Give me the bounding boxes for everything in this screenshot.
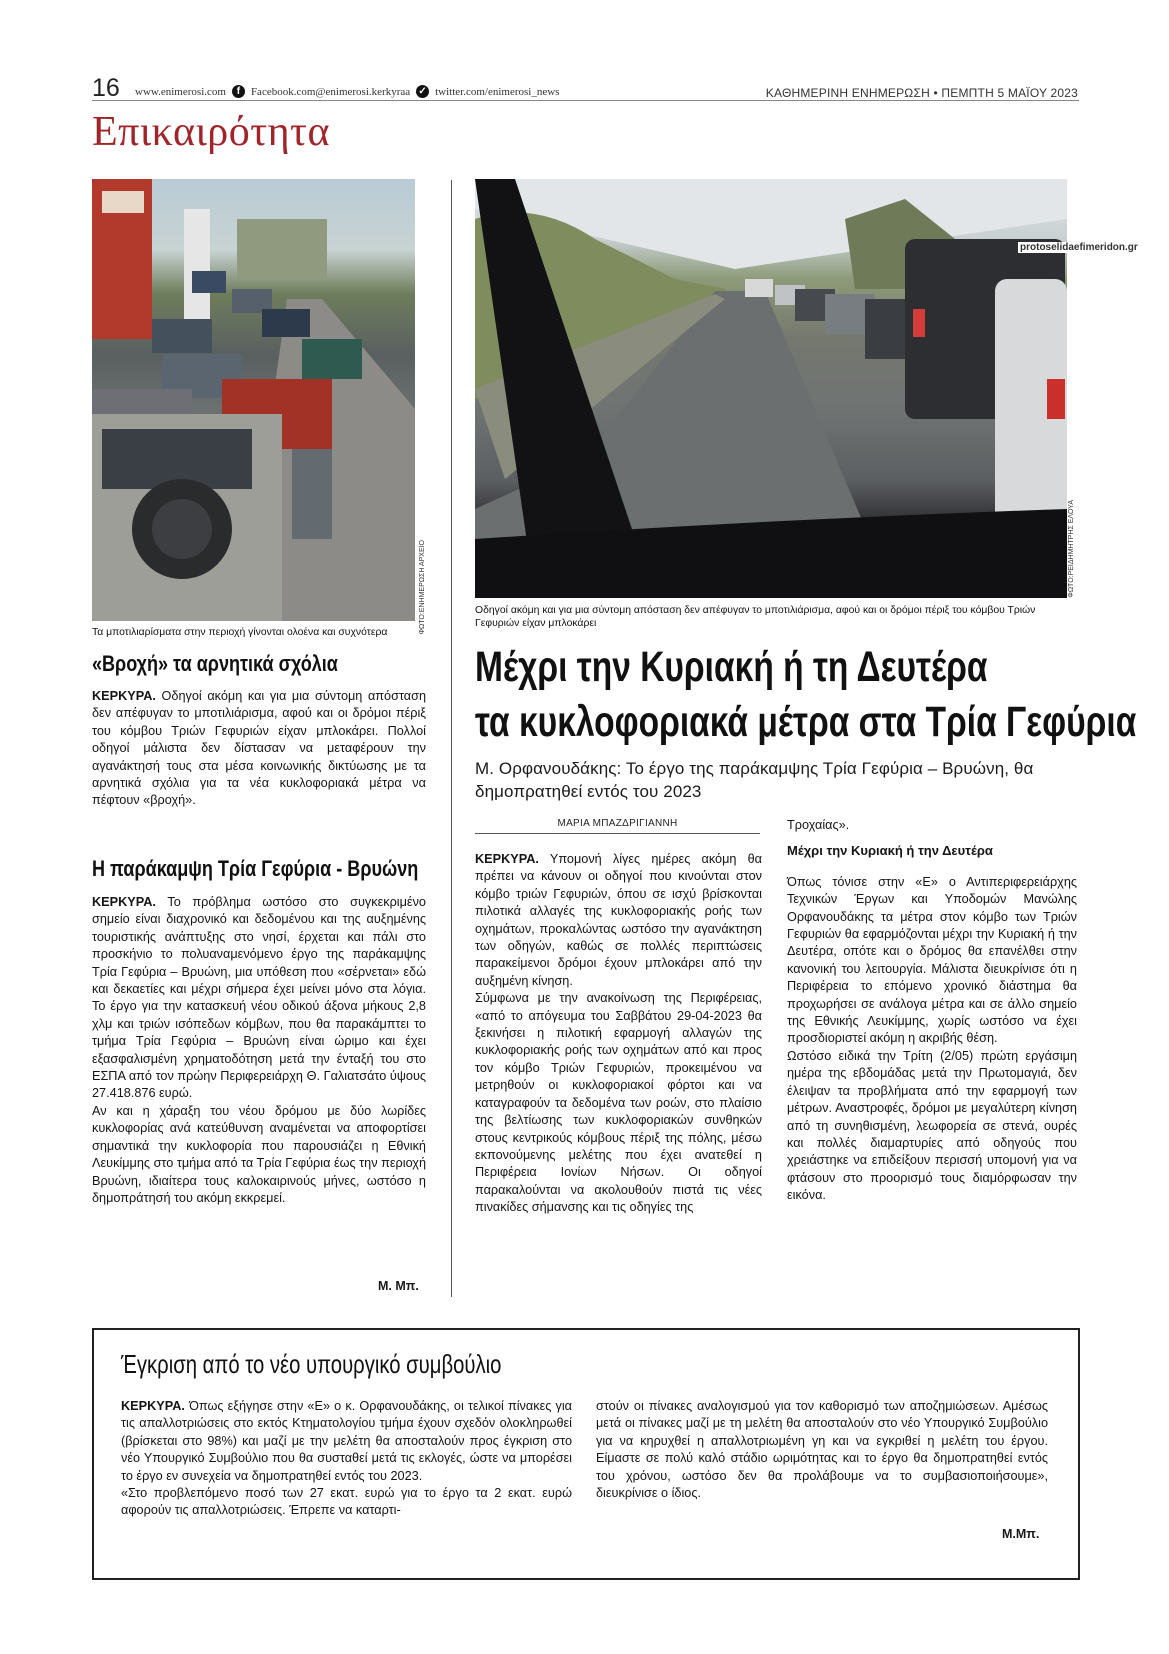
main-article-col2 (787, 817, 1077, 1205)
photo-caption-left: Τα μποτιλιαρίσματα στην περιοχή γίνονται ολοένα και συχνότερα (92, 627, 388, 638)
publication-date: ΚΑΘΗΜΕΡΙΝΗ ΕΝΗΜΕΡΩΣΗ • ΠΕΜΠΤΗ 5 ΜΑΪΟΥ 2023 (765, 86, 1078, 100)
section-title: Επικαιρότητα (92, 109, 330, 155)
main-headline (475, 640, 1136, 750)
article-text: Το πρόβλημα ωστόσο στο συγκεκριμένο σημείο είναι διαχρονικό και δεδομένου και της αυξημένης τουριστικής ανάπτυξης στο νησί, έρχεται και πάλι στο προσκήνιο το πολυαναμενόμενο έργο της παράκαμψης Τρία Γεφύρια – Βρυώνη, μια υπόθεση που «σέρνεται» εδώ και δεκαετίες και μέχρι σήμερα έχει μείνει μόνο στα λόγια. Το έργο για την κατασκευή νέου οδικού άξονα μήκους 2,8 χλμ και τριών ισόπεδων κόμβων, που θα παρακάμπτει το τμήμα Τρία Γεφύρια – Βρυώνη είναι ώριμο και έχει εξασφαλισμένη χρηματοδότηση μετά την ένταξή του στο ΕΣΠΑ από τον πρώην Περιφερειάρχη Θ. Γαλιατσάτο ύψους 27.418.876 ευρώ. (92, 895, 426, 1101)
article-body-vroxi (92, 688, 426, 810)
article-heading-vroxi: «Βροχή» τα αρνητικά σχόλια (92, 651, 338, 676)
author-signature: Μ.Μπ. (1002, 1527, 1040, 1541)
dateline: ΚΕΡΚΥΡΑ. (475, 852, 539, 866)
article-body-parakampsi (92, 894, 426, 1207)
traffic-photo-left (92, 179, 415, 621)
article-text: Οδηγοί ακόμη και για μια σύντομη απόσταση δεν απέφυγαν το μποτιλιάρισμα, αφού και οι δρόμοι πέριξ του κόμβου Τριών Γεφυριών είχαν μπλοκάρει. Πολλοί οδηγοί μάλιστα δεν δίστασαν να μεταφέρουν την αγανάκτησή τους στα μέσα κοινωνικής δικτύωσης με τα αρνητικά σχόλια για τα νέα κυκλοφοριακά μέτρα να πέφτουν «βροχή». (92, 689, 426, 808)
twitter-link[interactable]: twitter.com/enimerosi_news (435, 85, 560, 98)
boxed-article-col1 (121, 1398, 572, 1520)
main-article-col1 (475, 851, 762, 1217)
article-heading-parakampsi: Η παράκαμψη Τρία Γεφύρια - Βρυώνη (92, 856, 419, 881)
traffic-photo-left-drawing (92, 179, 415, 621)
boxed-article-col2 (596, 1398, 1048, 1502)
article-text: Υπομονή λίγες ημέρες ακόμη θα πρέπει να κάνουν οι οδηγοί που κινούνται στον κόμβο τριών Γεφυριών, όπου σε ισχύ βρίσκονται πιλοτικά αλλαγές της κυκλοφοριακής ροής των οχημάτων, προκαλώντας ωστόσο την αγανάκτηση των οδηγών, καθώς σε πολλές περιπτώσεις παρακείμενοι δρόμοι έχουν μπλοκάρει από την αυξημένη κίνηση. (475, 852, 762, 988)
photo-credit-left: ΦΩΤΟ:ΕΝΗΜΕΡΩΣΗ ΑΡΧΕΙΟ (419, 540, 426, 635)
main-headline-line1: Μέχρι την Κυριακή ή τη Δευτέρα (475, 643, 988, 691)
column-divider (451, 180, 452, 1297)
article-text: «Στο προβλεπόμενο ποσό των 27 εκατ. ευρώ για το έργο τα 2 εκατ. ευρώ αφορούν τις απαλλοτριώσεις. Έπρεπε να καταρτι- (121, 1486, 572, 1518)
author-signature: Μ. Μπ. (378, 1279, 419, 1293)
author-byline: ΜΑΡΙΑ ΜΠΑΖΔΡΙΓΙΑΝΝΗ (557, 818, 678, 829)
article-text: Τροχαίας». (787, 818, 850, 832)
photo-credit-main: ΦΩΤΟ:ΡΕΙΔΗΜΗΤΡΗΣ ΕΛΟΥΑ (1068, 500, 1075, 598)
article-text: στούν οι πίνακες αναλογισμού για τον καθορισμό των αποζημιώσεων. Αμέσως μετά οι πίνακες μαζί με τη μελέτη θα αποσταλούν στο νέο Υπουργικό Συμβούλιο για να κηρυχθεί η απαλλοτριωμένη γη και να εγκριθεί η μελέτη του έργου. Είμαστε σε πολύ καλό στάδιο ωριμότητας και το έργο θα δημοπρατηθεί εντός του χρόνου, ωστόσο δεν θα προλάβουμε να το συμβασιοποιήσουμε», διευκρίνισε ο ίδιος. (596, 1399, 1048, 1501)
dateline: ΚΕΡΚΥΡΑ. (121, 1399, 185, 1413)
article-text: Όπως τόνισε στην «Ε» ο Αντιπεριφερειάρχης Τεχνικών Έργων και Υποδομών Μανώλης Ορφανουδάκης τα μέτρα στον κόμβο των Τριών Γεφυριών θα εφαρμόζονται μέχρι την Κυριακή ή την Δευτέρα, οπότε και ο δρόμος θα επανέλθει στην κανονική του λειτουργία. Μάλιστα διευκρίνισε ότι η Περιφέρεια το επόμενο χρονικό διάστημα θα προχωρήσει σε ανάλογα μέτρα και σε άλλο σημείο της Εθνικής Λευκίμμης, χωρίς ωστόσο να έχει προσδιοριστεί ακόμη η ακριβής θέση. (787, 874, 1077, 1046)
twitter-icon: ✓ (416, 85, 429, 98)
website-link[interactable]: www.enimerosi.com (135, 85, 226, 98)
article-text: Αν και η χάραξη του νέου δρόμου με δύο λωρίδες κυκλοφορίας ανά κατεύθυνση αναμένεται να αποφορτίσει σημαντικά την κυκλοφορία που παρουσιάζει η Εθνική Λευκίμμης στο τμήμα από τα Τρία Γεφύρια έως την περιοχή Βρυώνη, ιδιαίτερα τους καλοκαιρινούς μήνες, ωστόσο η δημοπράτησή του ακόμη εκκρεμεί. (92, 1103, 426, 1205)
photo-caption-main: Οδηγοί ακόμη και για μια σύντομη απόσταση δεν απέφυγαν το μποτιλιάρισμα, αφού και οι δρόμοι πέριξ του κόμβου Τριών Γεφυριών είχαν μπλοκάρει (475, 605, 1036, 629)
inline-heading: Μέχρι την Κυριακή ή την Δευτέρα (787, 843, 993, 859)
dateline: ΚΕΡΚΥΡΑ. (92, 895, 156, 909)
facebook-icon: f (232, 85, 245, 98)
article-text: Σύμφωνα με την ανακοίνωση της Περιφέρειας, «από το απόγευμα του Σαββάτου 29-04-2023 θα ξεκινήσει η πιλοτική εφαρμογή αλλαγών της κυκλοφοριακής ροής των οχημάτων από και προς τον κόμβο Τριών Γεφυριών, προκειμένου να μετρηθούν οι κυκλοφοριακοί φόρτοι και να καταγραφούν τα δεδομένα των ροών, στο πλαίσιο της βελτίωσης των κυκλοφοριακών συνθηκών στους κεντρικούς κόμβους πέριξ της πόλης, μέσω εκπονούμενης μελέτης που έχει ανατεθεί η Περιφέρεια Ιονίων Νήσων. Οι οδηγοί παρακαλούνται να ακολουθούν πιστά τις νέες πινακίδες σήμανσης και τις οδηγίες της (475, 991, 762, 1215)
traffic-photo-main (475, 179, 1067, 598)
watermark: protoselidaefimeridon.gr (1020, 242, 1138, 253)
byline-rule (475, 833, 760, 834)
traffic-photo-main-drawing (475, 179, 1067, 598)
header-links (135, 85, 559, 98)
header-divider (92, 100, 1079, 101)
dateline: ΚΕΡΚΥΡΑ. (92, 689, 156, 703)
page-number: 16 (92, 74, 120, 102)
facebook-link[interactable]: Facebook.com@enimerosi.kerkyraa (250, 85, 411, 98)
boxed-article-heading: Έγκριση από το νέο υπουργικό συμβούλιο (121, 1349, 502, 1379)
main-subheadline: Μ. Ορφανουδάκης: Το έργο της παράκαμψης Τρία Γεφύρια – Βρυώνη, θα δημοπρατηθεί εντός του 2023 (475, 759, 1034, 801)
main-headline-line2: τα κυκλοφοριακά μέτρα στα Τρία Γεφύρια (475, 698, 1137, 746)
article-text: Ωστόσο ειδικά την Τρίτη (2/05) πρώτη εργάσιμη ημέρα της εβδομάδας μετά την Πρωτομαγιά, δεν έλειψαν τα προβλήματα από την εφαρμογή των μέτρων. Αναστροφές, δρόμοι με μεγαλύτερη κίνηση από τη συνηθισμένη, λεωφορεία σε στενά, ουρές και πολλές διαμαρτυρίες από οδηγούς που χρειάστηκε να επιδείξουν περισσή υπομονή για να φτάσουν στο προορισμό τους διαμόρφωσαν την εικόνα. (787, 1048, 1077, 1203)
article-text: Όπως εξήγησε στην «Ε» ο κ. Ορφανουδάκης, οι τελικοί πίνακες για τις απαλλοτριώσεις στο εκτός Κτηματολογίου τμήμα έχουν σχεδόν ολοκληρωθεί (βρίσκεται στο 98%) και μαζί με την μελέτη θα αποσταλούν προς έγκριση στο νέο Υπουργικό Συμβούλιο που θα συσταθεί μετά τις εκλογές, ώστε να μπορέσει το έργο εν συνεχεία να δημοπρατηθεί εντός του 2023. (121, 1399, 572, 1483)
